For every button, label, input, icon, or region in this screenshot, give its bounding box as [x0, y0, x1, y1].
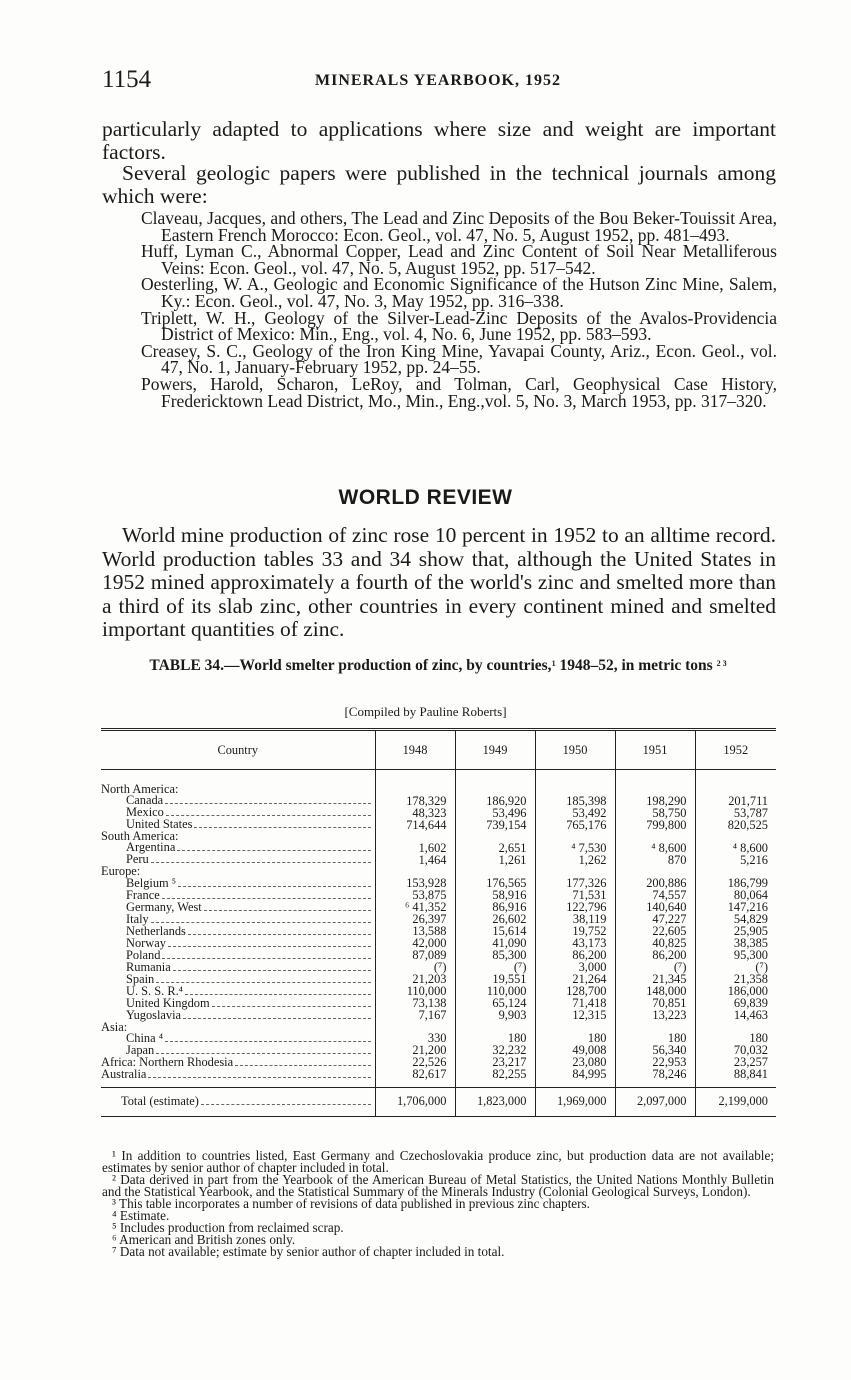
value-cell: 74,557	[615, 890, 695, 902]
country-name: Spain	[126, 973, 155, 986]
country-label-wrap	[101, 1033, 373, 1045]
value-cell: 19,551	[455, 974, 535, 986]
country-name: Asia:	[101, 1021, 128, 1033]
country-cell	[101, 878, 375, 890]
country-name: Total (estimate)	[121, 1093, 199, 1108]
value-cell: 43,173	[535, 938, 615, 950]
country-label-wrap	[101, 938, 373, 950]
value-cell: 48,323	[375, 807, 455, 819]
column-header-country: Country	[101, 730, 375, 770]
value-cell: 1,969,000	[535, 1087, 615, 1116]
value-cell: 765,176	[535, 819, 615, 831]
value-cell: 53,787	[695, 807, 776, 819]
value-cell: 739,154	[455, 819, 535, 831]
value-cell: 1,262	[535, 854, 615, 866]
value-cell: 47,227	[615, 914, 695, 926]
country-name: Europe:	[101, 866, 141, 878]
value-cell: 148,000	[615, 986, 695, 998]
value-cell: ⁶ 41,352	[375, 902, 455, 914]
value-cell: 38,385	[695, 938, 776, 950]
country-name: China ⁴	[126, 1032, 164, 1045]
world-review-paragraph	[102, 524, 776, 642]
value-cell: 85,300	[455, 950, 535, 962]
table-header-row	[101, 730, 776, 770]
column-header-year: 1950	[535, 730, 615, 770]
leader-dots	[188, 934, 371, 935]
spacer-cell	[101, 770, 375, 785]
country-name: Poland	[126, 949, 161, 962]
value-cell: 23,257	[695, 1057, 776, 1069]
country-label-wrap	[101, 866, 373, 877]
table-row	[101, 854, 776, 866]
country-name: South America:	[101, 831, 179, 843]
value-cell: 180	[455, 1033, 535, 1045]
table-caption-footnote-ref: 1	[551, 659, 556, 668]
value-cell: 82,255	[455, 1069, 535, 1081]
intro-paragraph-1	[102, 118, 776, 164]
value-cell: 73,138	[375, 998, 455, 1010]
value-cell: 177,326	[535, 878, 615, 890]
country-name: Norway	[126, 937, 166, 950]
country-label-wrap	[101, 854, 373, 866]
footnote: ⁶ American and British zones only.	[112, 1232, 296, 1247]
value-cell: 110,000	[375, 986, 455, 998]
country-cell	[101, 819, 375, 831]
value-cell: 140,640	[615, 902, 695, 914]
value-cell: 82,617	[375, 1069, 455, 1081]
value-cell: 21,264	[535, 974, 615, 986]
leader-dots	[151, 862, 371, 863]
reference-item: Oesterling, W. A., Geologic and Economic Significance of the Hutson Zinc Mine, Salem, Ky.: Econ. Geol., vol. 47, No. 3, May 1952, pp. 316–338.	[141, 274, 777, 311]
spacer-cell	[535, 770, 615, 785]
intro-paragraph-1-text: particularly adapted to applications where size and weight are important factors.	[102, 117, 776, 164]
value-cell: 180	[615, 1033, 695, 1045]
value-cell: 22,605	[615, 926, 695, 938]
country-label-wrap	[101, 1022, 373, 1033]
page-number: 1154	[102, 66, 152, 93]
country-label-wrap	[101, 914, 373, 926]
value-cell: 870	[615, 854, 695, 866]
value-cell: 153,928	[375, 878, 455, 890]
country-cell	[101, 890, 375, 902]
table-row	[101, 1010, 776, 1022]
country-cell	[101, 784, 375, 795]
value-cell: 198,290	[615, 795, 695, 807]
country-cell	[101, 950, 375, 962]
footnote: ⁵ Includes production from reclaimed scrap.	[112, 1220, 344, 1235]
value-cell: 2,199,000	[695, 1087, 776, 1116]
value-cell: 15,614	[455, 926, 535, 938]
value-cell: 186,920	[455, 795, 535, 807]
country-name: Canada	[126, 795, 164, 808]
value-cell: 176,565	[455, 878, 535, 890]
value-cell: 22,953	[615, 1057, 695, 1069]
country-name: Italy	[126, 913, 149, 926]
leader-dots	[156, 982, 371, 983]
value-cell: 53,875	[375, 890, 455, 902]
value-cell: 58,916	[455, 890, 535, 902]
value-cell: 13,588	[375, 926, 455, 938]
value-cell: 53,496	[455, 807, 535, 819]
value-cell: 71,418	[535, 998, 615, 1010]
country-cell	[101, 974, 375, 986]
reference-item: Triplett, W. H., Geology of the Silver-Lead-Zinc Deposits of the Avalos-Providencia District of Mexico: Min., Eng., vol. 4, No. 6, June 1952, pp. 583–593.	[141, 307, 777, 345]
value-cell: 5,216	[695, 854, 776, 866]
reference-list	[141, 210, 777, 409]
column-header-year: 1948	[375, 730, 455, 770]
value-cell: 95,300	[695, 950, 776, 962]
country-label-wrap	[101, 819, 373, 831]
reference-item: Creasey, S. C., Geology of the Iron King Mine, Yavapai County, Ariz., Econ. Geol., vol. 47, No. 1, January-February 1952, pp. 24–55.	[141, 340, 777, 378]
value-cell: 86,916	[455, 902, 535, 914]
value-cell: 86,200	[535, 950, 615, 962]
reference-item: Huff, Lyman C., Abnormal Copper, Lead and Zinc Content of Soil Near Metalliferous Veins: Econ. Geol., vol. 47, No. 5, August 1952, pp. 517–542.	[141, 241, 777, 278]
value-cell: 23,217	[455, 1057, 535, 1069]
value-cell: (⁷)	[695, 962, 776, 974]
value-cell: 110,000	[455, 986, 535, 998]
country-label-wrap	[101, 1093, 373, 1108]
country-cell	[101, 1022, 375, 1033]
country-label-wrap	[101, 890, 373, 902]
country-cell	[101, 1087, 375, 1116]
leader-dots	[177, 850, 371, 851]
leader-dots	[235, 1065, 371, 1066]
value-cell: 78,246	[615, 1069, 695, 1081]
country-cell	[101, 938, 375, 950]
country-cell	[101, 1033, 375, 1045]
footnote: ⁷ Data not available; estimate by senior author of chapter included in total.	[112, 1244, 505, 1259]
value-cell: 26,397	[375, 914, 455, 926]
reference-item: Powers, Harold, Scharon, LeRoy, and Tolman, Carl, Geophysical Case History, Fredericktown Lead District, Mo., Min., Eng.,vol. 5, No. 3, March 1953, pp. 317–320.	[141, 373, 777, 411]
country-cell	[101, 1069, 375, 1081]
value-cell: ⁴ 8,600	[615, 842, 695, 854]
value-cell: 1,602	[375, 842, 455, 854]
country-name: France	[126, 889, 160, 902]
country-label-wrap	[101, 962, 373, 974]
value-cell: 65,124	[455, 998, 535, 1010]
value-cell: 32,232	[455, 1045, 535, 1057]
value-cell: 2,097,000	[615, 1087, 695, 1116]
value-cell: 12,315	[535, 1010, 615, 1022]
value-cell: 7,167	[375, 1010, 455, 1022]
value-cell: 71,531	[535, 890, 615, 902]
country-name: Belgium ⁵	[126, 877, 177, 890]
value-cell: 53,492	[535, 807, 615, 819]
country-cell	[101, 831, 375, 842]
value-cell: 26,602	[455, 914, 535, 926]
leader-dots	[162, 898, 371, 899]
leader-dots	[183, 1018, 371, 1019]
value-cell: 21,200	[375, 1045, 455, 1057]
footnote: ³ This table incorporates a number of revisions of data published in previous zinc chapters.	[112, 1196, 590, 1211]
country-cell	[101, 1045, 375, 1057]
value-cell: 180	[695, 1033, 776, 1045]
value-cell: (⁷)	[615, 962, 695, 974]
country-cell	[101, 962, 375, 974]
country-name: Mexico	[126, 807, 164, 820]
leader-dots	[148, 1077, 371, 1078]
value-cell: 2,651	[455, 842, 535, 854]
footnote: ¹ In addition to countries listed, East Germany and Czechoslovakia produce zinc, but production data are not available; estimates by senior author of chapter included in total.	[102, 1148, 774, 1175]
country-label-wrap	[101, 784, 373, 795]
table-row	[101, 819, 776, 831]
spacer-cell	[455, 770, 535, 785]
leader-dots	[201, 1104, 371, 1105]
country-name: Peru	[126, 854, 149, 867]
column-header-year: 1952	[695, 730, 776, 770]
leader-dots	[166, 815, 371, 816]
country-label-wrap	[101, 795, 373, 807]
value-cell: (⁷)	[455, 962, 535, 974]
value-cell: 147,216	[695, 902, 776, 914]
value-cell: 56,340	[615, 1045, 695, 1057]
table-spacer-row	[101, 770, 776, 785]
value-cell: 1,706,000	[375, 1087, 455, 1116]
leader-dots	[156, 1053, 371, 1054]
country-name: United States	[126, 819, 193, 832]
value-cell: 70,851	[615, 998, 695, 1010]
leader-dots	[168, 946, 371, 947]
value-cell: ⁴ 7,530	[535, 842, 615, 854]
value-cell: 40,825	[615, 938, 695, 950]
value-cell: 186,799	[695, 878, 776, 890]
value-cell: 1,261	[455, 854, 535, 866]
spacer-cell	[375, 770, 455, 785]
value-cell: 201,711	[695, 795, 776, 807]
country-name: Germany, West	[126, 901, 202, 914]
country-label-wrap	[101, 807, 373, 819]
leader-dots	[212, 1006, 371, 1007]
country-label-wrap	[101, 878, 373, 890]
value-cell: 178,329	[375, 795, 455, 807]
country-cell	[101, 986, 375, 998]
table-compiled-by: [Compiled by Pauline Roberts]	[344, 704, 507, 719]
value-cell: 13,223	[615, 1010, 695, 1022]
value-cell: 21,358	[695, 974, 776, 986]
country-cell	[101, 795, 375, 807]
country-cell	[101, 1057, 375, 1069]
value-cell: (⁷)	[375, 962, 455, 974]
country-cell	[101, 842, 375, 854]
value-cell: 1,823,000	[455, 1087, 535, 1116]
country-cell	[101, 902, 375, 914]
table-caption-main: TABLE 34.—World smelter production of zinc, by countries,	[149, 657, 552, 674]
leader-dots	[162, 958, 371, 959]
country-name: Argentina	[126, 842, 176, 855]
value-cell: 21,203	[375, 974, 455, 986]
column-header-year: 1949	[455, 730, 535, 770]
value-cell: 86,200	[615, 950, 695, 962]
value-cell: 3,000	[535, 962, 615, 974]
country-cell	[101, 866, 375, 877]
leader-dots	[194, 827, 371, 828]
value-cell: 820,525	[695, 819, 776, 831]
leader-dots	[204, 910, 371, 911]
running-header	[100, 66, 776, 100]
running-title: MINERALS YEARBOOK, 1952	[315, 72, 561, 89]
table-row	[101, 1069, 776, 1081]
country-name: Africa: Northern Rhodesia	[101, 1056, 234, 1069]
leader-dots	[165, 803, 371, 804]
value-cell: 38,119	[535, 914, 615, 926]
country-name: Yugoslavia	[126, 1009, 182, 1022]
value-cell: 21,345	[615, 974, 695, 986]
country-cell	[101, 914, 375, 926]
country-cell	[101, 1010, 375, 1022]
reference-item: Claveau, Jacques, and others, The Lead and Zinc Deposits of the Bou Beker-Touissit Area, Eastern French Morocco: Econ. Geol., vol. 47, No. 5, August 1952, pp. 481–493.	[141, 208, 777, 245]
value-cell: 714,644	[375, 819, 455, 831]
value-cell: 330	[375, 1033, 455, 1045]
value-cell: 80,064	[695, 890, 776, 902]
value-cell: 22,526	[375, 1057, 455, 1069]
country-label-wrap	[101, 1057, 373, 1069]
value-cell: 19,752	[535, 926, 615, 938]
value-cell: 122,796	[535, 902, 615, 914]
value-cell: 180	[535, 1033, 615, 1045]
country-label-wrap	[101, 902, 373, 914]
zinc-production-table	[101, 728, 776, 1117]
leader-dots	[173, 970, 371, 971]
country-name: Netherlands	[126, 925, 186, 938]
country-name: United Kingdom	[126, 997, 210, 1010]
country-name: Japan	[126, 1044, 155, 1057]
country-cell	[101, 926, 375, 938]
value-cell: 23,080	[535, 1057, 615, 1069]
table-caption-footnote-refs: 2 3	[716, 659, 727, 668]
country-name: Australia	[101, 1068, 147, 1081]
value-cell: 14,463	[695, 1010, 776, 1022]
leader-dots	[178, 886, 371, 887]
country-cell	[101, 807, 375, 819]
spacer-cell	[695, 770, 776, 785]
value-cell: 185,398	[535, 795, 615, 807]
country-name: U. S. S. R.⁴	[126, 985, 183, 998]
value-cell: 25,905	[695, 926, 776, 938]
country-label-wrap	[101, 986, 373, 998]
value-cell: 9,903	[455, 1010, 535, 1022]
value-cell: 58,750	[615, 807, 695, 819]
intro-paragraph-2-text: Several geologic papers were published in the technical journals among which were:	[102, 161, 776, 208]
value-cell: 41,090	[455, 938, 535, 950]
country-label-wrap	[101, 998, 373, 1010]
country-label-wrap	[101, 950, 373, 962]
world-review-paragraph-text: World mine production of zinc rose 10 percent in 1952 to an alltime record. World production tables 33 and 34 show that, although the United States in 1952 mined approximately a fourth of the world's zinc and smelted more than a third of its slab zinc, other countries in every continent mined and smelted important quantities of zinc.	[102, 523, 776, 641]
country-label-wrap	[101, 1045, 373, 1057]
value-cell: 84,995	[535, 1069, 615, 1081]
leader-dots	[165, 1041, 371, 1042]
footnotes	[102, 1150, 774, 1258]
value-cell: 186,000	[695, 986, 776, 998]
value-cell: 54,829	[695, 914, 776, 926]
section-heading: WORLD REVIEW	[338, 486, 513, 509]
country-name: North America:	[101, 784, 179, 796]
country-cell	[101, 854, 375, 866]
value-cell: 42,000	[375, 938, 455, 950]
footnote: ⁴ Estimate.	[112, 1208, 170, 1223]
country-label-wrap	[101, 1010, 373, 1022]
country-name: Rumania	[126, 961, 171, 974]
country-label-wrap	[101, 831, 373, 842]
value-cell: 70,032	[695, 1045, 776, 1057]
value-cell: 49,008	[535, 1045, 615, 1057]
table-caption-years: 1948–52, in metric tons	[555, 657, 713, 674]
footnote: ² Data derived in part from the Yearbook of the American Bureau of Metal Statistics, the United Nations Monthly Bulletin and the Statistical Yearbook, and the Statistical Summary of the Minerals Industry (Colonial Geological Surveys, London).	[102, 1172, 774, 1199]
leader-dots	[185, 994, 371, 995]
country-label-wrap	[101, 842, 373, 854]
value-cell: 128,700	[535, 986, 615, 998]
value-cell: ⁴ 8,600	[695, 842, 776, 854]
country-cell	[101, 998, 375, 1010]
country-label-wrap	[101, 1069, 373, 1081]
country-label-wrap	[101, 926, 373, 938]
intro-paragraph-2	[102, 162, 776, 208]
spacer-cell	[615, 770, 695, 785]
value-cell: 87,089	[375, 950, 455, 962]
value-cell: 200,886	[615, 878, 695, 890]
value-cell: 69,839	[695, 998, 776, 1010]
value-cell: 1,464	[375, 854, 455, 866]
table-caption	[102, 658, 774, 674]
leader-dots	[151, 922, 371, 923]
table-total-row	[101, 1087, 776, 1116]
country-label-wrap	[101, 974, 373, 986]
value-cell: 799,800	[615, 819, 695, 831]
column-header-year: 1951	[615, 730, 695, 770]
value-cell: 88,841	[695, 1069, 776, 1081]
